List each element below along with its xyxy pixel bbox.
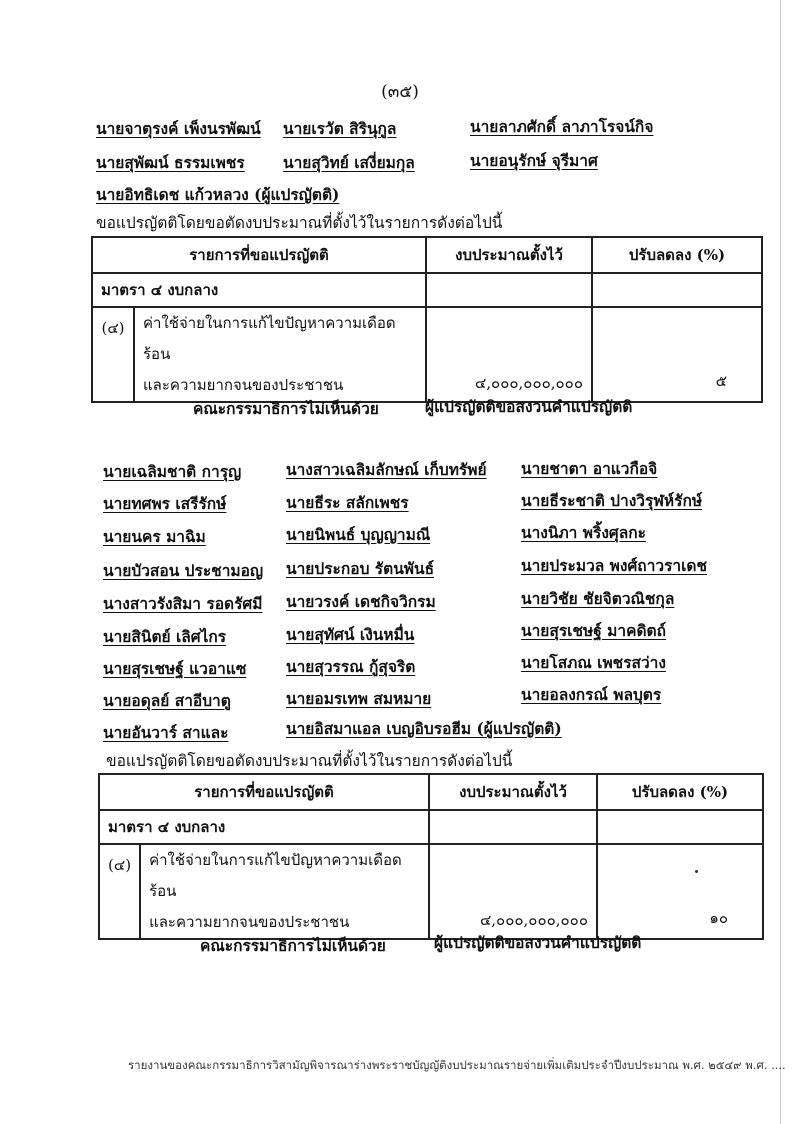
group2-name: นายเฉลิมชาติ การุญ [103,462,242,481]
group2-committee-note: คณะกรรมาธิการไม่เห็นด้วย [200,936,386,955]
group2-name: นายสินิตย์ เลิศไกร [103,627,227,646]
group1-name: นายสุพัฒน์ ธรรมเพชร [96,153,245,172]
group2-name: นายอลงกรณ์ พลบุตร [521,685,662,704]
group2-name: นายอมรเทพ สมหมาย [286,689,432,708]
group2-name: นายธีระชาติ ปางวิรุฬห์รักษ์ [521,491,703,510]
table-item-number: (๔) [92,307,134,402]
group2-name: นายอิสมาแอล เบญอิบรอฮีม (ผู้แปรญัตติ) [286,719,562,738]
stray-mark [695,870,698,873]
group2-reservation-note: ผู้แปรญัตติขอสงวนคำแปรญัตติ [434,933,642,952]
item-desc-line1: ค่าใช้จ่ายในการแก้ไขปัญหาความเดือดร้อน [149,851,402,900]
group2-name: นางนิภา พริ้งศุลกะ [521,523,646,542]
table-header-item: รายการที่ขอแปรญัตติ [99,774,429,810]
table-empty-cell [597,810,763,844]
report-footer: รายงานของคณะกรรมาธิการวิสามัญพิจารณาร่างพระราชบัญญัติงบประมาณรายจ่ายเพิ่มเติมประจำปีงบประมาณ พ.ศ. ๒๕๔๙ พ.ศ. .... [128,1058,786,1072]
group2-intro: ขอแปรญัตติโดยขอตัดงบประมาณที่ตั้งไว้ในรายการดังต่อไปนี้ [106,752,513,770]
item-desc-line1: ค่าใช้จ่ายในการแก้ไขปัญหาความเดือดร้อน [143,314,396,363]
group2-name: นายนิพนธ์ บุญญามณี [286,525,431,544]
table-header-budget: งบประมาณตั้งไว้ [426,237,592,273]
table-empty-cell [592,273,762,307]
group2-name: นายสุทัศน์ เงินหมื่น [286,625,415,644]
group2-name: นายประกอบ รัตนพันธ์ [286,559,435,578]
table-item-number: (๔) [99,844,140,939]
group1-name: นายลาภศักดิ์ ลาภาโรจน์กิจ [470,117,654,136]
table-header-item: รายการที่ขอแปรญัตติ [92,237,426,273]
table-header-cut: ปรับลดลง (%) [597,774,763,810]
group2-name: นางสาวรังสิมา รอดรัศมี [103,594,263,613]
item-desc-line2: และความยากจนของประชาชน [149,913,350,931]
group2-name: นางสาวเฉลิมลักษณ์ เก็บทรัพย์ [286,460,487,479]
table-header-cut: ปรับลดลง (%) [592,237,762,273]
group2-name: นายธีระ สลักเพชร [286,493,409,512]
group2-name: นายสุรเชษฐ์ มาคดิตถ์ [521,621,666,640]
table-cut-percent: ๑๐ [597,844,763,939]
group1-committee-note: คณะกรรมาธิการไม่เห็นด้วย [193,399,379,418]
group2-amendment-table [98,773,764,940]
group1-name: นายสุวิทย์ เสงี่ยมกุล [283,153,415,172]
group1-intro: ขอแปรญัตติโดยขอตัดงบประมาณที่ตั้งไว้ในรายการดังต่อไปนี้ [96,214,503,232]
group2-name: นายโสภณ เพชรสว่าง [521,653,666,672]
table-empty-cell [429,810,597,844]
group2-name: นายนคร มาฉิม [103,527,206,546]
group1-name: นายอิทธิเดช แก้วหลวง (ผู้แปรญัตติ) [96,185,340,204]
group1-name: นายอนุรักษ์ จุรีมาศ [470,151,598,170]
group2-name: นายบัวสอน ประชามอญ [103,561,264,580]
group2-name: นายสุวรรณ กู้สุจริต [286,657,416,676]
group1-amendment-table [91,236,763,403]
table-empty-cell [426,273,592,307]
group2-name: นายอันวาร์ สาและ [103,723,229,742]
page-number: (๓๕) [381,82,419,102]
group1-name: นายเรวัต สิรินุกูล [283,119,397,138]
group2-name: นายสุรเชษฐ์ แวอาแซ [103,659,247,678]
table-item-description [140,844,429,939]
table-header-budget: งบประมาณตั้งไว้ [429,774,597,810]
table-item-description [134,307,426,402]
group1-name: นายจาตุรงค์ เพ็งนรพัฒน์ [96,119,261,138]
group2-name: นายชาตา อาแวกือจิ [521,459,658,478]
group2-name: นายประมวล พงศ์ถาวราเดช [521,556,708,575]
table-cut-percent: ๕ [592,307,762,402]
group2-name: นายทศพร เสรีรักษ์ [103,494,227,513]
item-desc-line2: และความยากจนของประชาชน [143,376,344,394]
group2-name: นายอดุลย์ สาอีบาตู [103,691,231,710]
table-section: มาตรา ๔ งบกลาง [92,273,426,307]
table-budget-amount: ๔,๐๐๐,๐๐๐,๐๐๐ [429,844,597,939]
group2-name: นายวรงค์ เดชกิจวิกรม [286,592,436,611]
page-edge-line [780,0,781,1124]
table-section: มาตรา ๔ งบกลาง [99,810,429,844]
group1-reservation-note: ผู้แปรญัตติขอสงวนคำแปรญัตติ [425,397,633,416]
table-budget-amount: ๔,๐๐๐,๐๐๐,๐๐๐ [426,307,592,402]
group2-name: นายวิชัย ชัยจิตวณิชกุล [521,589,675,608]
